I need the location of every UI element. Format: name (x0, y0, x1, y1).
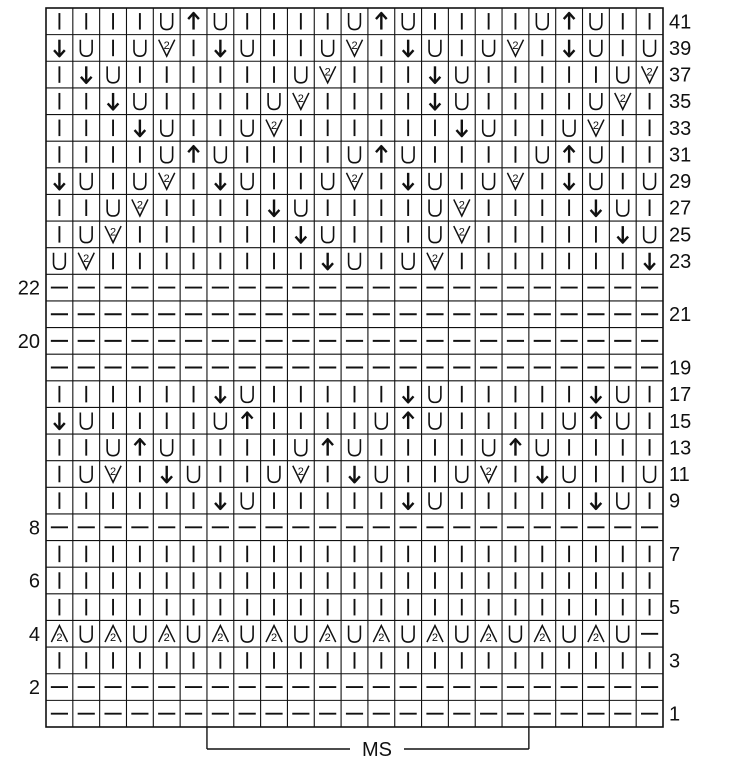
stitch-decrease-two (105, 466, 121, 483)
stitch-decrease-down (591, 199, 602, 216)
stitch-yarn-over (214, 146, 226, 163)
stitch-yarn-over (402, 253, 414, 270)
stitch-yarn-over (536, 13, 548, 30)
stitch-decrease-down (161, 466, 172, 483)
stitch-decrease-down (54, 173, 65, 190)
svg-text:2: 2 (378, 632, 385, 645)
stitch-yarn-over (590, 93, 602, 110)
stitch-yarn-over (402, 146, 414, 163)
stitch-decrease-down (215, 386, 226, 403)
stitch-decrease-two (481, 466, 497, 483)
stitch-decrease-two-purl (481, 626, 497, 645)
stitch-decrease-two (159, 40, 175, 57)
stitch-yarn-over (483, 40, 495, 57)
row-number-21: 21 (669, 304, 692, 327)
stitch-yarn-over (241, 386, 253, 403)
svg-text:2: 2 (458, 199, 465, 212)
stitch-decrease-down (215, 173, 226, 190)
stitch-decrease-two (642, 66, 658, 83)
stitch-decrease-two (159, 173, 175, 190)
stitch-decrease-down (322, 253, 333, 270)
stitch-yarn-over (349, 253, 361, 270)
stitch-decrease-two-purl (105, 626, 121, 645)
stitch-yarn-over (456, 66, 468, 83)
stitch-yarn-over (188, 466, 200, 483)
stitch-decrease-down (81, 66, 92, 83)
svg-text:2: 2 (592, 119, 599, 132)
row-number-31: 31 (669, 144, 692, 167)
stitch-yarn-over (80, 40, 92, 57)
stitch-yarn-over (161, 146, 173, 163)
stitch-yarn-over (402, 626, 414, 643)
stitch-decrease-down (430, 93, 441, 110)
row-number-7: 7 (669, 543, 681, 566)
stitch-decrease-two (454, 199, 470, 216)
stitch-yarn-over (429, 492, 441, 509)
stitch-decrease-down (295, 226, 306, 243)
stitch-yarn-over (107, 199, 119, 216)
svg-text:2: 2 (592, 632, 599, 645)
svg-text:2: 2 (163, 39, 170, 52)
stitch-yarn-over (241, 120, 253, 137)
stitch-decrease-two-purl (588, 626, 604, 645)
stitch-decrease-down (617, 226, 628, 243)
row-number-41: 41 (669, 11, 692, 34)
stitch-decrease-two (266, 120, 282, 137)
stitch-yarn-over (295, 439, 307, 456)
row-number-35: 35 (669, 91, 692, 114)
stitch-decrease-two (507, 173, 523, 190)
svg-text:2: 2 (163, 632, 170, 645)
stitch-double-decrease-up (403, 413, 414, 430)
stitch-yarn-over (161, 13, 173, 30)
stitch-decrease-down (430, 66, 441, 83)
stitch-yarn-over (295, 66, 307, 83)
stitch-decrease-down (108, 93, 119, 110)
svg-text:2: 2 (217, 632, 224, 645)
stitch-yarn-over (349, 439, 361, 456)
svg-text:2: 2 (431, 632, 439, 645)
stitch-yarn-over (295, 199, 307, 216)
stitch-yarn-over (429, 226, 441, 243)
stitch-decrease-two-purl (534, 626, 550, 645)
row-number-9: 9 (669, 490, 681, 513)
svg-text:2: 2 (458, 226, 465, 239)
stitch-yarn-over (268, 93, 280, 110)
stitch-yarn-over (80, 413, 92, 430)
stitch-yarn-over (644, 173, 656, 190)
svg-text:2: 2 (163, 173, 170, 186)
stitch-symbols (51, 13, 658, 714)
row-number-37: 37 (669, 64, 692, 87)
stitch-decrease-down (54, 413, 65, 430)
stitch-yarn-over (644, 466, 656, 483)
stitch-yarn-over (295, 626, 307, 643)
svg-text:2: 2 (324, 66, 331, 79)
stitch-decrease-two-purl (373, 626, 389, 645)
stitch-yarn-over (80, 626, 92, 643)
svg-text:2: 2 (110, 226, 117, 239)
svg-text:2: 2 (270, 119, 278, 132)
svg-text:2: 2 (270, 632, 278, 645)
row-number-2: 2 (28, 677, 40, 700)
row-number-11: 11 (669, 464, 690, 487)
stitch-yarn-over (214, 413, 226, 430)
svg-text:2: 2 (56, 632, 63, 645)
stitch-yarn-over (429, 199, 441, 216)
stitch-yarn-over (349, 626, 361, 643)
stitch-yarn-over (510, 626, 522, 643)
row-number-33: 33 (669, 117, 692, 140)
stitch-decrease-down (564, 173, 575, 190)
stitch-yarn-over (134, 173, 146, 190)
stitch-decrease-two-purl (427, 626, 443, 645)
stitch-yarn-over (54, 253, 66, 270)
stitch-yarn-over (590, 40, 602, 57)
svg-text:2: 2 (351, 173, 358, 186)
stitch-yarn-over (644, 40, 656, 57)
row-number-5: 5 (669, 597, 681, 620)
stitch-yarn-over (644, 226, 656, 243)
stitch-decrease-down (591, 492, 602, 509)
repeat-label: MS (362, 739, 392, 761)
stitch-yarn-over (483, 120, 495, 137)
stitch-yarn-over (375, 466, 387, 483)
stitch-double-decrease-up (188, 146, 199, 163)
stitch-yarn-over (268, 466, 280, 483)
stitch-decrease-down (215, 40, 226, 57)
repeat-bracket (207, 727, 529, 761)
stitch-double-decrease-up (242, 413, 253, 430)
stitch-yarn-over (161, 439, 173, 456)
stitch-decrease-down (135, 120, 146, 137)
stitch-decrease-down (215, 492, 226, 509)
stitch-decrease-two (293, 93, 309, 110)
stitch-yarn-over (429, 173, 441, 190)
stitch-yarn-over (134, 93, 146, 110)
row-number-13: 13 (669, 437, 692, 460)
row-number-15: 15 (669, 410, 692, 433)
stitch-double-decrease-up (591, 413, 602, 430)
row-number-25: 25 (669, 224, 692, 247)
stitch-yarn-over (617, 626, 629, 643)
stitch-yarn-over (80, 466, 92, 483)
stitch-yarn-over (590, 146, 602, 163)
stitch-yarn-over (349, 146, 361, 163)
stitch-yarn-over (456, 93, 468, 110)
svg-text:2: 2 (110, 466, 117, 479)
stitch-yarn-over (483, 173, 495, 190)
row-number-4: 4 (28, 623, 40, 646)
row-number-27: 27 (669, 197, 692, 220)
svg-text:2: 2 (110, 632, 117, 645)
stitch-decrease-down (403, 492, 414, 509)
stitch-yarn-over (241, 40, 253, 57)
svg-text:2: 2 (646, 66, 653, 79)
stitch-decrease-two-purl (266, 626, 282, 645)
stitch-yarn-over (563, 466, 575, 483)
stitch-yarn-over (107, 439, 119, 456)
stitch-yarn-over (456, 466, 468, 483)
svg-text:2: 2 (512, 173, 519, 186)
stitch-decrease-two-purl (51, 626, 67, 645)
row-number-23: 23 (669, 250, 692, 273)
stitch-double-decrease-up (564, 146, 575, 163)
stitch-decrease-two-purl (320, 626, 336, 645)
row-number-3: 3 (669, 650, 681, 673)
svg-text:2: 2 (136, 199, 143, 212)
stitch-decrease-down (537, 466, 548, 483)
stitch-yarn-over (536, 146, 548, 163)
stitch-decrease-two (454, 226, 470, 243)
stitch-yarn-over (107, 66, 119, 83)
stitch-yarn-over (241, 173, 253, 190)
row-number-29: 29 (669, 171, 692, 194)
stitch-yarn-over (563, 413, 575, 430)
stitch-decrease-two-purl (212, 626, 228, 645)
stitch-yarn-over (617, 413, 629, 430)
stitch-yarn-over (241, 492, 253, 509)
stitch-decrease-down (591, 386, 602, 403)
stitch-decrease-down (269, 199, 280, 216)
stitch-yarn-over (483, 439, 495, 456)
stitch-double-decrease-up (510, 439, 521, 456)
stitch-decrease-two (427, 253, 443, 270)
stitch-yarn-over (80, 226, 92, 243)
svg-text:2: 2 (539, 632, 546, 645)
stitch-yarn-over (134, 40, 146, 57)
stitch-decrease-down (644, 253, 655, 270)
stitch-yarn-over (188, 626, 200, 643)
stitch-yarn-over (322, 226, 334, 243)
stitch-double-decrease-up (322, 439, 333, 456)
svg-text:2: 2 (485, 632, 492, 645)
stitch-yarn-over (214, 13, 226, 30)
stitch-yarn-over (617, 492, 629, 509)
stitch-decrease-two (78, 253, 94, 270)
row-number-1: 1 (669, 703, 681, 726)
stitch-decrease-two (588, 120, 604, 137)
stitch-decrease-down (403, 386, 414, 403)
stitch-yarn-over (429, 413, 441, 430)
stitch-decrease-down (54, 40, 65, 57)
stitch-decrease-down (456, 120, 467, 137)
stitch-yarn-over (429, 40, 441, 57)
stitch-yarn-over (536, 439, 548, 456)
stitch-double-decrease-up (564, 13, 575, 30)
svg-text:2: 2 (431, 252, 439, 265)
stitch-double-decrease-up (188, 13, 199, 30)
stitch-double-decrease-up (376, 13, 387, 30)
stitch-decrease-two (320, 66, 336, 83)
stitch-double-decrease-up (376, 146, 387, 163)
stitch-yarn-over (349, 13, 361, 30)
stitch-yarn-over (617, 199, 629, 216)
stitch-decrease-two (132, 199, 148, 216)
stitch-yarn-over (322, 173, 334, 190)
stitch-decrease-two (507, 40, 523, 57)
svg-text:2: 2 (83, 252, 90, 265)
stitch-yarn-over (429, 386, 441, 403)
stitch-yarn-over (456, 626, 468, 643)
stitch-decrease-down (403, 173, 414, 190)
svg-text:2: 2 (297, 466, 304, 479)
stitch-yarn-over (241, 626, 253, 643)
row-number-19: 19 (669, 357, 692, 380)
stitch-decrease-two-purl (159, 626, 175, 645)
row-number-8: 8 (28, 517, 40, 540)
svg-text:2: 2 (297, 93, 304, 106)
stitch-double-decrease-up (135, 439, 146, 456)
stitch-yarn-over (161, 120, 173, 137)
svg-text:2: 2 (351, 39, 358, 52)
stitch-yarn-over (563, 626, 575, 643)
stitch-decrease-two (105, 226, 121, 243)
row-number-17: 17 (669, 384, 692, 407)
row-number-22: 22 (17, 277, 40, 300)
stitch-yarn-over (375, 413, 387, 430)
row-number-39: 39 (669, 37, 692, 60)
svg-text:2: 2 (324, 632, 331, 645)
stitch-decrease-down (403, 40, 414, 57)
row-number-20: 20 (17, 330, 40, 353)
stitch-yarn-over (134, 626, 146, 643)
stitch-yarn-over (563, 120, 575, 137)
svg-text:2: 2 (512, 39, 519, 52)
svg-text:2: 2 (619, 93, 626, 106)
stitch-yarn-over (402, 13, 414, 30)
svg-text:2: 2 (485, 466, 492, 479)
stitch-yarn-over (617, 66, 629, 83)
stitch-decrease-two (615, 93, 631, 110)
row-number-6: 6 (28, 570, 40, 593)
stitch-decrease-down (349, 466, 360, 483)
row-numbers (18, 11, 692, 725)
stitch-decrease-two (346, 40, 362, 57)
stitch-yarn-over (590, 173, 602, 190)
stitch-decrease-two (293, 466, 309, 483)
stitch-yarn-over (322, 40, 334, 57)
stitch-yarn-over (80, 173, 92, 190)
stitch-yarn-over (617, 386, 629, 403)
stitch-yarn-over (590, 13, 602, 30)
stitch-decrease-down (564, 40, 575, 57)
stitch-decrease-two (346, 173, 362, 190)
